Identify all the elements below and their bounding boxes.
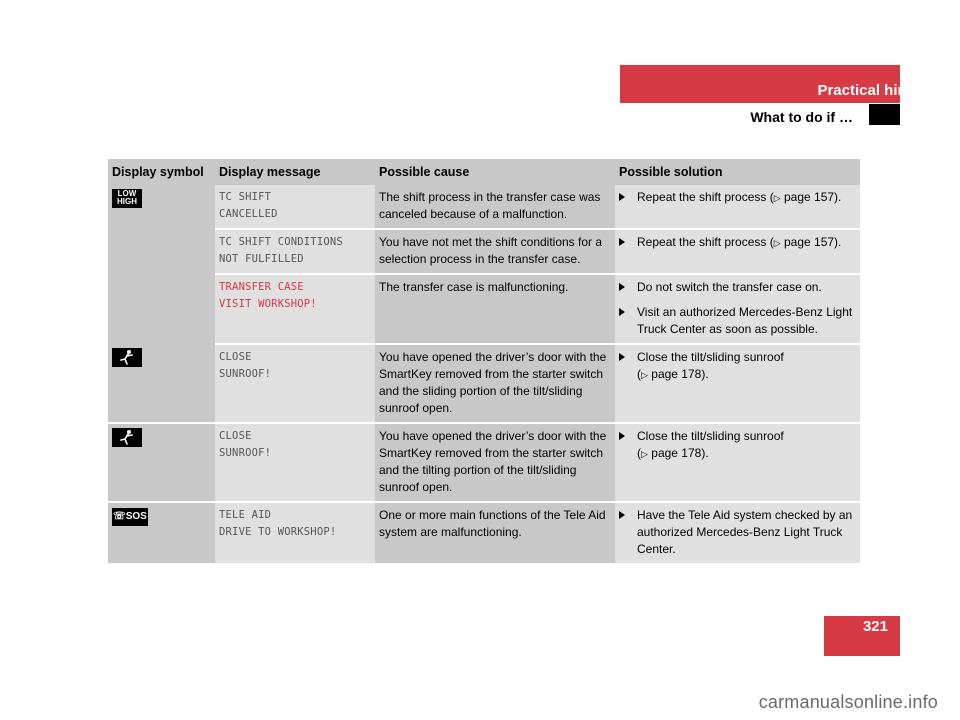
- display-message: TC SHIFT CONDITIONS NOT FULFILLED: [215, 229, 375, 274]
- table-header-row: [108, 159, 860, 185]
- page-ref-icon: ▷: [641, 370, 648, 380]
- possible-solution: Have the Tele Aid system checked by an authorized Mercedes-Benz Light Truck Center.: [615, 502, 860, 564]
- possible-cause: You have not met the shift conditions for a selection process in the transfer case.: [375, 229, 615, 274]
- table-row: [108, 344, 860, 423]
- display-message: TRANSFER CASE VISIT WORKSHOP!: [215, 274, 375, 344]
- driver-door-person-icon: [112, 348, 142, 367]
- bullet-arrow-icon: [619, 353, 625, 361]
- display-message: TC SHIFT CANCELLED: [215, 185, 375, 229]
- bullet-arrow-icon: [619, 193, 625, 201]
- table-row: [108, 185, 860, 229]
- bullet-arrow-icon: [619, 283, 625, 291]
- possible-solution: Close the tilt/sliding sunroof (▷ page 178).: [615, 344, 860, 423]
- display-messages-table: [108, 159, 860, 565]
- possible-solution: Do not switch the transfer case on. Visit an authorized Mercedes-Benz Light Truck Center as soon as possible.: [615, 274, 860, 344]
- table-row: [108, 423, 860, 502]
- table-row: [108, 229, 860, 274]
- possible-cause: You have opened the driver’s door with the SmartKey removed from the starter switch and the sliding portion of the tilt/sliding sunroof open.: [375, 344, 615, 423]
- watermark: carmanualsonline.info: [758, 692, 938, 712]
- display-message: CLOSE SUNROOF!: [215, 423, 375, 502]
- page-ref-icon: ▷: [773, 238, 781, 248]
- symbol-cell: [108, 344, 215, 423]
- bullet-arrow-icon: [619, 511, 625, 519]
- col-header-solution: Possible solution: [615, 159, 860, 185]
- possible-cause: The transfer case is malfunctioning.: [375, 274, 615, 344]
- page-ref-icon: ▷: [773, 193, 781, 203]
- possible-cause: One or more main functions of the Tele Aid system are malfunctioning.: [375, 502, 615, 564]
- symbol-cell: [108, 502, 215, 564]
- possible-cause: The shift process in the transfer case was canceled because of a malfunction.: [375, 185, 615, 229]
- symbol-cell: [108, 185, 215, 344]
- subsection-title: What to do if …: [750, 109, 853, 125]
- header-marker: [869, 104, 900, 125]
- page-number: 321: [862, 618, 888, 635]
- col-header-message: Display message: [215, 159, 375, 185]
- low-high-icon: LOW HIGH: [112, 189, 142, 208]
- table-row: [108, 502, 860, 564]
- phone-sos-icon: ☏SOS: [112, 508, 148, 526]
- bullet-arrow-icon: [619, 432, 625, 440]
- symbol-cell: [108, 423, 215, 502]
- possible-cause: You have opened the driver’s door with the SmartKey removed from the starter switch and the tilting portion of the tilt/sliding sunroof open.: [375, 423, 615, 502]
- bullet-arrow-icon: [619, 238, 625, 246]
- col-header-cause: Possible cause: [375, 159, 615, 185]
- section-title: Practical hints: [817, 82, 920, 99]
- possible-solution: Repeat the shift process (▷ page 157).: [615, 229, 860, 274]
- col-header-symbol: Display symbol: [108, 159, 215, 185]
- bullet-arrow-icon: [619, 308, 625, 316]
- possible-solution: Repeat the shift process (▷ page 157).: [615, 185, 860, 229]
- page-ref-icon: ▷: [641, 449, 648, 459]
- display-message: CLOSE SUNROOF!: [215, 344, 375, 423]
- table-row: [108, 274, 860, 344]
- display-message: TELE AID DRIVE TO WORKSHOP!: [215, 502, 375, 564]
- possible-solution: Close the tilt/sliding sunroof (▷ page 178).: [615, 423, 860, 502]
- driver-door-person-icon: [112, 428, 142, 447]
